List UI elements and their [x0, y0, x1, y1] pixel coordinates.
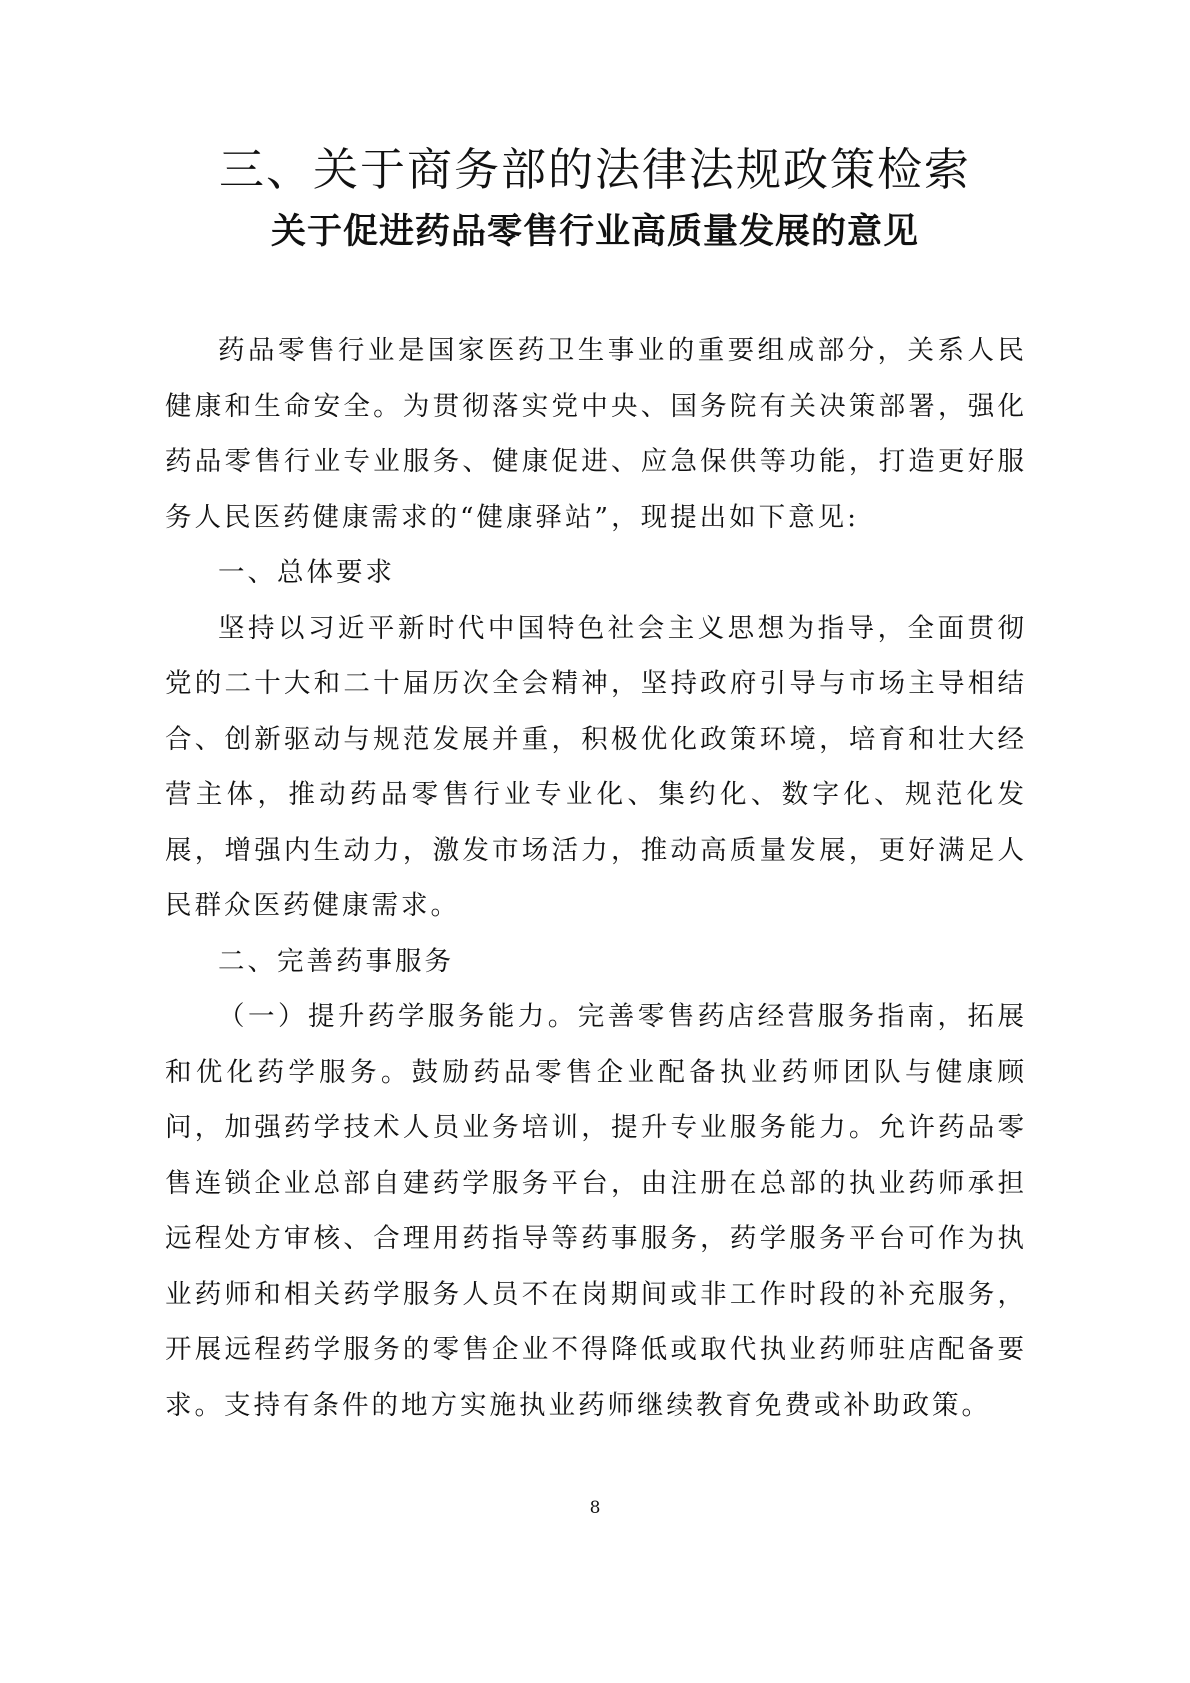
document-body	[165, 323, 1027, 1433]
section-heading-pharmacy-services: 二、完善药事服务	[218, 945, 454, 977]
page-title: 三、关于商务部的法律法规政策检索	[218, 143, 971, 196]
paragraph-intro: 药品零售行业是国家医药卫生事业的重要组成部分，关系人民健康和生命安全。为贯彻落实党中央、国务院有关决策部署，强化药品零售行业专业服务、健康促进、应急保供等功能，打造更好服务人民医药健康需求的“健康驿站”，现提出如下意见:	[165, 335, 1027, 533]
paragraph-general-requirements: 坚持以习近平新时代中国特色社会主义思想为指导，全面贯彻党的二十大和二十届历次全会精神，坚持政府引导与市场主导相结合、创新驱动与规范发展并重，积极优化政策环境，培育和壮大经营主体，推动药品零售行业专业化、集约化、数字化、规范化发展，增强内生动力，激发市场活力，推动高质量发展，更好满足人民群众医药健康需求。	[165, 612, 1027, 921]
section-heading-general-requirements: 一、总体要求	[218, 557, 395, 588]
paragraph-pharmacy-services: （一）提升药学服务能力。完善零售药店经营服务指南，拓展和优化药学服务。鼓励药品零售企业配备执业药师团队与健康顾问，加强药学技术人员业务培训，提升专业服务能力。允许药品零售连锁企业总部自建药学服务平台，由注册在总部的执业药师承担远程处方审核、合理用药指导等药事服务，药学服务平台可作为执业药师和相关药学服务人员不在岗期间或非工作时段的补充服务，开展远程药学服务的零售企业不得降低或取代执业药师驻店配备要求。支持有条件的地方实施执业药师继续教育免费或补助政策。	[165, 1001, 1027, 1421]
document-subtitle: 关于促进药品零售行业高质量发展的意见	[270, 212, 919, 252]
page-number: 8	[589, 1498, 601, 1518]
